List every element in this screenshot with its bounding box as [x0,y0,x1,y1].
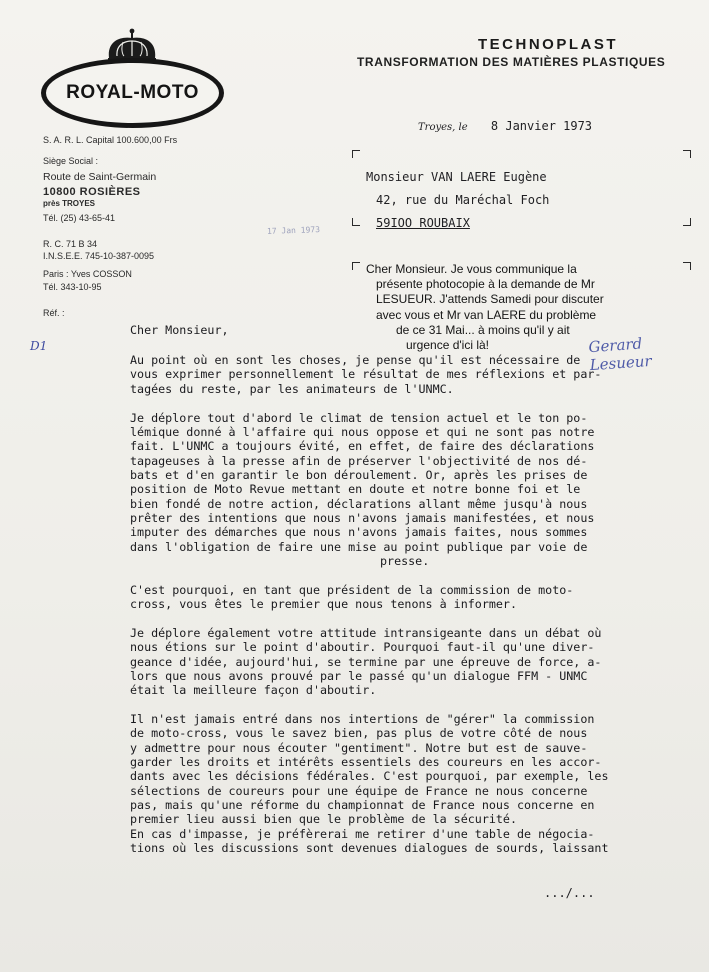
body-line: vous exprimer personnellement le résultat de mes réflexions et par- [130,367,602,381]
note-corner-mark [352,262,360,270]
body-line: y admettre pour nous écouter "gentiment". Notre but est de sauve- [130,741,588,755]
continuation-mark: .../... [544,886,595,900]
body-line: prêter des intentions que nous n'avons jamais manifestées, et nous [130,511,595,525]
body-line: dans l'obligation de faire une mise au point publique par voie de [130,540,588,554]
note-corner-mark [683,262,691,270]
letter-date: 8 Janvier 1973 [490,119,593,133]
received-stamp: 17 Jan 1973 [266,225,321,236]
margin-annotation: D1 [30,339,48,353]
note-line: urgence d'ici là! [406,338,490,353]
paris-phone: Tél. 343-10-95 [43,282,102,292]
street: Route de Saint-Germain [43,171,157,183]
royal-moto-logo [41,58,224,128]
body-line: lors que nous avons prouvé par le passé qu'un dialogue FFM - UNMC [130,669,588,683]
body-line: de moto-cross, vous le savez bien, pas plus de votre côté de nous [130,726,588,740]
date-line [418,119,592,133]
siege-label: Siège Social : [43,156,99,166]
phone: Tél. (25) 43-65-41 [43,213,116,223]
company-subtitle: TRANSFORMATION DES MATIÈRES PLASTIQUES [357,55,666,69]
body-line: tapageuses à la presse afin de préserver l'objectivité de nos dé- [130,454,588,468]
body-line: bats et d'en garantir le bon déroulement. Or, après les prises de [130,468,588,482]
body-line: Je déplore également votre attitude intransigeante dans un débat où [130,626,602,640]
place: Troyes, le [418,122,468,133]
handwritten-signature: Gerard Lesueur [587,334,653,375]
note-line: présente photocopie à la demande de Mr [376,277,595,292]
paris-office: Paris : Yves COSSON [43,269,132,279]
ref-label: Réf. : [43,308,65,318]
logo-text: ROYAL-MOTO [66,82,199,103]
body-line: geance d'idée, aujourd'hui, se termine par une épreuve de force, a- [130,655,602,669]
address-corner-mark [352,218,360,226]
rc-number: R. C. 71 B 34 [43,239,98,249]
body-line: garder les droits et intérêts essentiels des coureurs en les accor- [130,755,602,769]
body-line: fait. L'UNMC a toujours évité, en effet, de faire des déclarations [130,439,595,453]
company-name: TECHNOPLAST [478,36,618,53]
address-corner-mark [683,150,691,158]
city: 10800 ROSIÈRES [43,186,141,198]
note-line: LESUEUR. J'attends Samedi pour discuter [376,292,604,307]
body-line: était la meilleure façon d'aboutir. [130,683,377,697]
recipient-city: 59IOO ROUBAIX [376,216,470,230]
body-line: dants avec les décisions fédérales. C'est pourquoi, par exemple, les [130,769,609,783]
body-line: tagées du reste, par les animateurs de l'UNMC. [130,382,454,396]
sarl-capital: S. A. R. L. Capital 100.600,00 Frs [43,135,178,145]
body-line: C'est pourquoi, en tant que président de la commission de moto- [130,583,574,597]
salutation: Cher Monsieur, [130,323,229,337]
note-line: avec vous et Mr van LAERE du problème [376,307,597,322]
body-line: pas, mais qu'une réforme du championnat de France nous concerne en [130,798,595,812]
body-line: sélections de coureurs pour une équipe de France ne nous concerne [130,784,588,798]
insee-number: I.N.S.E.E. 745-10-387-0095 [43,251,155,261]
recipient-name: Monsieur VAN LAERE Eugène [366,170,547,184]
typed-note [366,262,604,353]
address-corner-mark [683,218,691,226]
body-line: cross, vous êtes le premier que nous tenons à informer. [130,597,518,611]
body-line: presse. [380,554,430,568]
body-line: position de Moto Revue mettant en doute et notre bonne foi et le [130,482,581,496]
body-line: tions où les discussions sont devenues dialogues de sourds, laissant [130,841,609,855]
note-line: de ce 31 Mai... à moins qu'il y ait [396,322,570,337]
body-line: bien fondé de notre action, déclarations allant même jusqu'à nous [130,497,588,511]
body-line: Je déplore tout d'abord le climat de tension actuel et le ton po- [130,411,588,425]
city-sub: près TROYES [43,199,96,208]
body-line: imputer des démarches que nous n'avons jamais faites, nous sommes [130,525,588,539]
body-line: lémique donné à l'affaire qui nous oppose et qui ne sont pas notre [130,425,595,439]
recipient-street: 42, rue du Maréchal Foch [376,193,550,207]
body-line: Il n'est jamais entré dans nos intertions de "gérer" la commission [130,712,595,726]
body-line: En cas d'impasse, je préfèrerai me retirer d'une table de négocia- [130,827,595,841]
note-line: Cher Monsieur. Je vous communique la [366,262,577,276]
body-line: nous étions sur le point d'aboutir. Pourquoi faut-il qu'une diver- [130,640,595,654]
address-corner-mark [352,150,360,158]
recipient-address [366,166,549,235]
body-line: premier lieu aussi bien que le problème de la sécurité. [130,812,518,826]
body-line: Au point où en sont les choses, je pense qu'il est nécessaire de [130,353,581,367]
